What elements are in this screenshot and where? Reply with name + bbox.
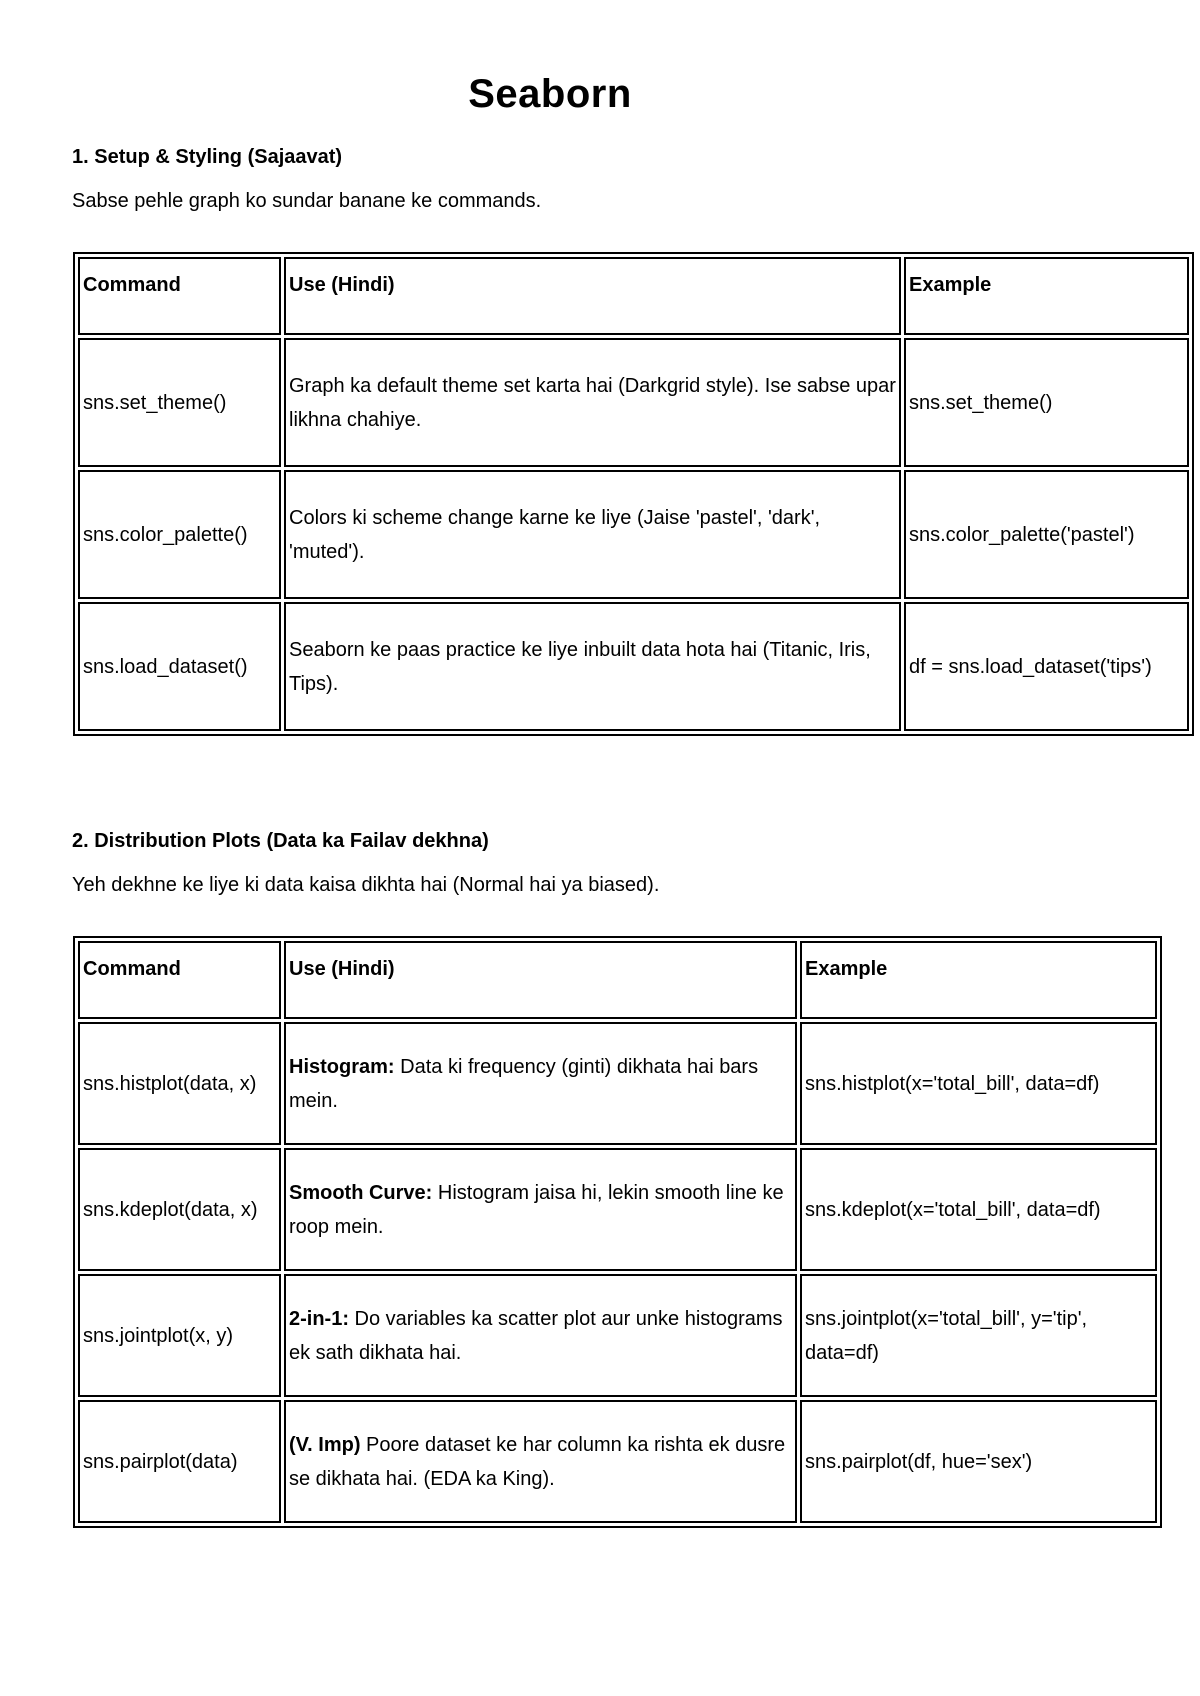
use-text: Histogram jaisa hi, lekin smooth line ke roop mein. <box>289 1181 784 1238</box>
use-cell: Graph ka default theme set karta hai (Darkgrid style). Ise sabse upar likhna chahiye. <box>284 338 901 467</box>
example-cell: sns.pairplot(df, hue='sex') <box>800 1400 1157 1523</box>
header-use: Use (Hindi) <box>284 941 797 1019</box>
header-command: Command <box>78 257 281 335</box>
distribution-plots-table <box>73 936 1162 1528</box>
document-title: Seaborn <box>468 72 632 116</box>
table-header-row <box>78 941 1157 1019</box>
table-row <box>78 1400 1157 1523</box>
use-lead: 2-in-1: <box>289 1307 349 1330</box>
use-lead: Smooth Curve: <box>289 1181 433 1204</box>
header-example: Example <box>904 257 1189 335</box>
command-cell: sns.set_theme() <box>78 338 281 467</box>
command-cell: sns.load_dataset() <box>78 602 281 731</box>
table-row <box>78 338 1189 467</box>
section-2-heading: 2. Distribution Plots (Data ka Failav dekhna) <box>72 830 489 852</box>
table-row <box>78 1274 1157 1397</box>
command-cell: sns.kdeplot(data, x) <box>78 1148 281 1271</box>
use-cell <box>284 1274 797 1397</box>
use-cell: Seaborn ke paas practice ke liye inbuilt data hota hai (Titanic, Iris, Tips). <box>284 602 901 731</box>
example-cell: sns.jointplot(x='total_bill', y='tip', data=df) <box>800 1274 1157 1397</box>
use-cell <box>284 1148 797 1271</box>
table-row <box>78 1148 1157 1271</box>
use-text: Poore dataset ke har column ka rishta ek dusre se dikhata hai. (EDA ka King). <box>289 1433 786 1490</box>
command-cell: sns.histplot(data, x) <box>78 1022 281 1145</box>
use-cell <box>284 1400 797 1523</box>
header-example: Example <box>800 941 1157 1019</box>
header-command: Command <box>78 941 281 1019</box>
table-header-row <box>78 257 1189 335</box>
use-cell: Colors ki scheme change karne ke liye (Jaise 'pastel', 'dark', 'muted'). <box>284 470 901 599</box>
use-cell <box>284 1022 797 1145</box>
use-text: Do variables ka scatter plot aur unke histograms ek sath dikhata hai. <box>289 1307 783 1364</box>
table-row <box>78 470 1189 599</box>
setup-styling-table <box>73 252 1194 736</box>
command-cell: sns.jointplot(x, y) <box>78 1274 281 1397</box>
example-cell: df = sns.load_dataset('tips') <box>904 602 1189 731</box>
section-2-intro: Yeh dekhne ke liye ki data kaisa dikhta hai (Normal hai ya biased). <box>72 874 660 896</box>
table-row <box>78 602 1189 731</box>
section-1-heading: 1. Setup & Styling (Sajaavat) <box>72 146 343 168</box>
command-cell: sns.pairplot(data) <box>78 1400 281 1523</box>
example-cell: sns.color_palette('pastel') <box>904 470 1189 599</box>
example-cell: sns.kdeplot(x='total_bill', data=df) <box>800 1148 1157 1271</box>
section-1-intro: Sabse pehle graph ko sundar banane ke commands. <box>72 190 542 212</box>
use-text: Data ki frequency (ginti) dikhata hai bars mein. <box>289 1055 759 1112</box>
use-lead: (V. Imp) <box>289 1433 361 1456</box>
example-cell: sns.histplot(x='total_bill', data=df) <box>800 1022 1157 1145</box>
table-row <box>78 1022 1157 1145</box>
use-lead: Histogram: <box>289 1055 395 1078</box>
command-cell: sns.color_palette() <box>78 470 281 599</box>
example-cell: sns.set_theme() <box>904 338 1189 467</box>
header-use: Use (Hindi) <box>284 257 901 335</box>
